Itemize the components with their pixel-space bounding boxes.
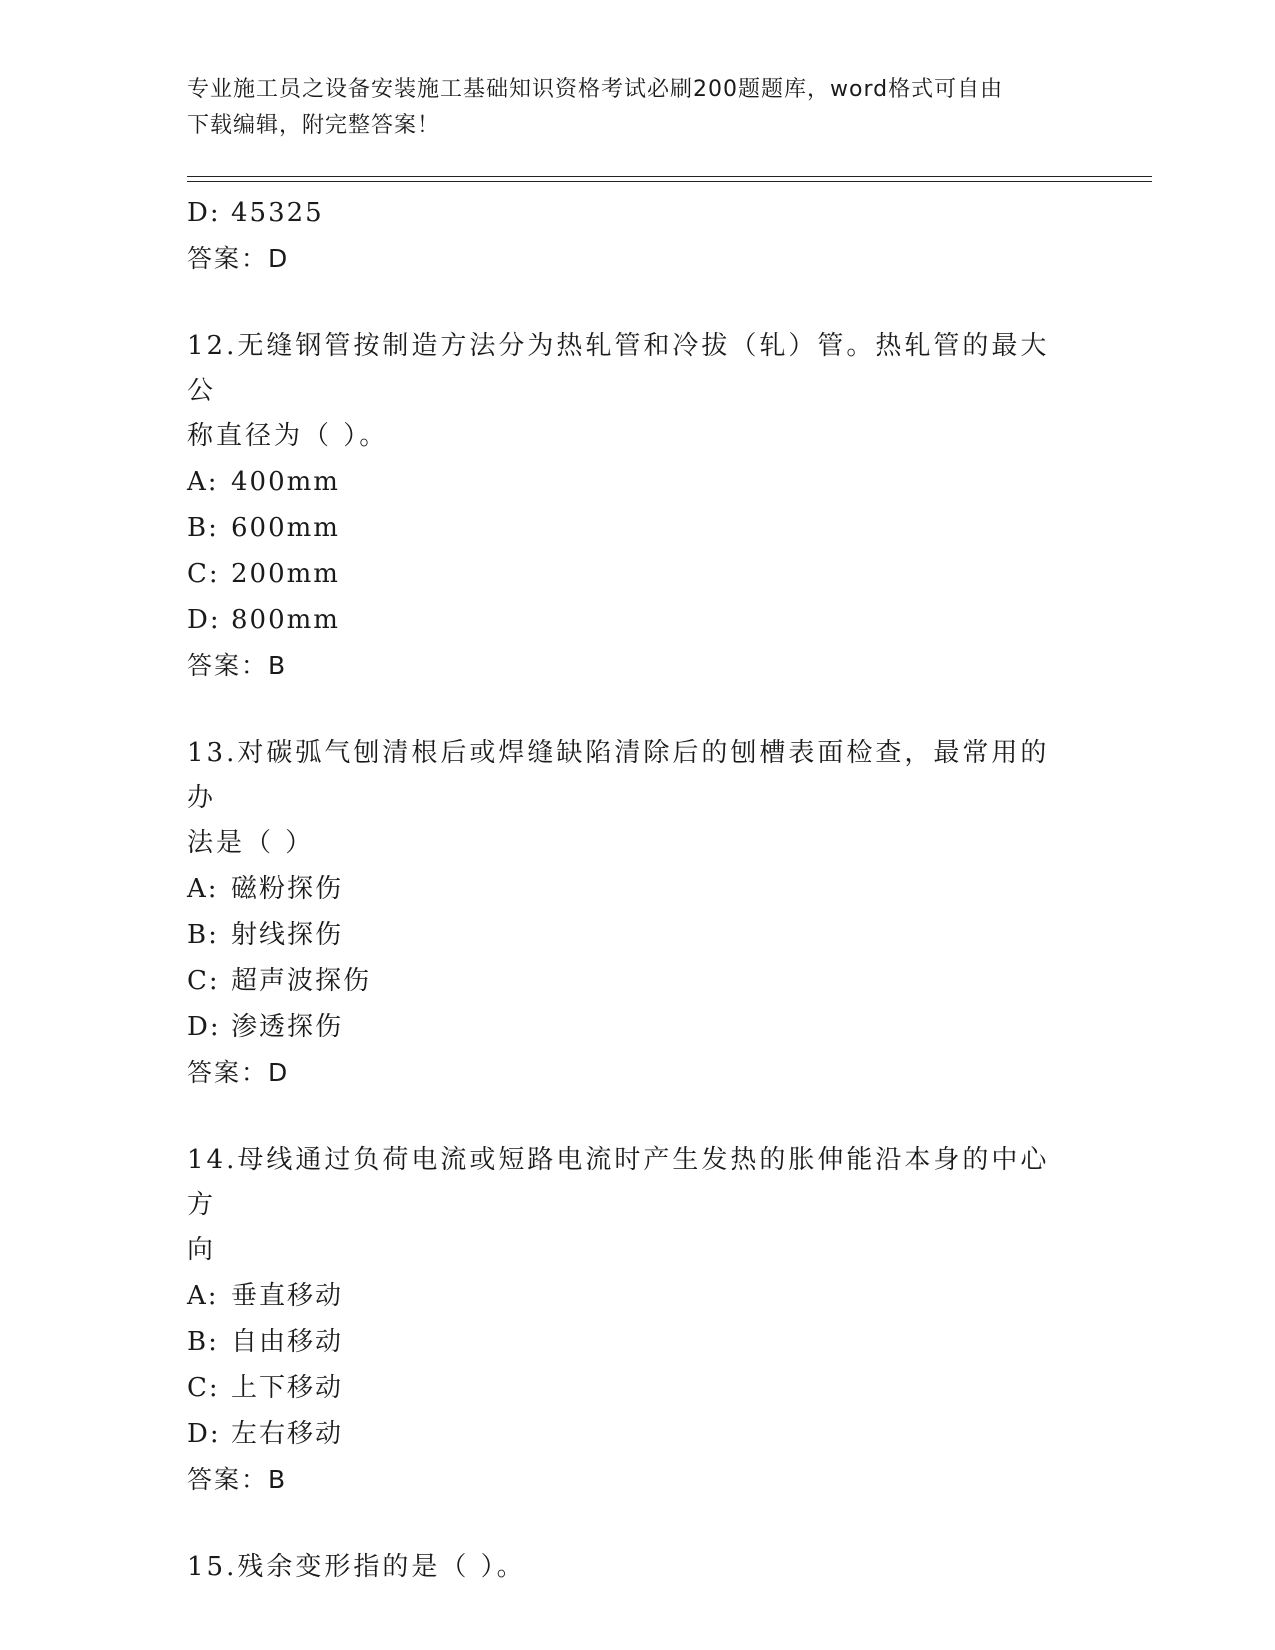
question-stem-line: 向 — [187, 1235, 217, 1265]
answer-line: 答案：D — [187, 1058, 290, 1087]
header-divider-top — [187, 176, 1152, 177]
option-b — [187, 912, 1087, 958]
option-label: A: — [187, 874, 219, 904]
option-d — [187, 597, 1087, 643]
option-label: C: — [187, 1373, 220, 1403]
option-text: 800mm — [231, 605, 340, 635]
option-text: 200mm — [231, 559, 340, 589]
option-c — [187, 958, 1087, 1004]
question-stem-line: 13.对碳弧气刨清根后或焊缝缺陷清除后的刨槽表面检查，最常用的办 — [187, 738, 1050, 813]
option-c — [187, 551, 1087, 597]
question-stem-line: 法是（ ） — [187, 828, 315, 858]
option-text: 600mm — [231, 513, 340, 543]
question-stem-line: 14.母线通过负荷电流或短路电流时产生发热的胀伸能沿本身的中心方 — [187, 1145, 1050, 1220]
option-d — [187, 1411, 1087, 1457]
option-label: D: — [187, 605, 221, 635]
option-b — [187, 1319, 1087, 1365]
option-text: 射线探伤 — [231, 920, 344, 950]
question-stem-line: 12.无缝钢管按制造方法分为热轧管和冷拔（轧）管。热轧管的最大公 — [187, 331, 1050, 406]
answer-line: 答案：D — [187, 244, 290, 273]
question-list — [187, 190, 1087, 1590]
option-text: 400mm — [231, 467, 340, 497]
option-label: B: — [187, 513, 219, 543]
option-label: A: — [187, 467, 219, 497]
option-a — [187, 459, 1087, 505]
document-header — [187, 72, 1087, 144]
answer-line: 答案：B — [187, 1465, 288, 1494]
option-label: C: — [187, 559, 220, 589]
option-text: 45325 — [231, 198, 324, 228]
option-label: C: — [187, 966, 220, 996]
option-d — [187, 1004, 1087, 1050]
option-text: 垂直移动 — [231, 1281, 344, 1311]
option-label: D: — [187, 198, 221, 228]
option-d — [187, 190, 1087, 236]
option-label: B: — [187, 920, 219, 950]
question-stem-line: 15.残余变形指的是（ ）。 — [187, 1552, 526, 1582]
option-text: 超声波探伤 — [231, 966, 372, 996]
option-a — [187, 866, 1087, 912]
option-text: 上下移动 — [231, 1373, 344, 1403]
header-line-2: 下载编辑，附完整答案！ — [187, 113, 441, 138]
answer-line: 答案：B — [187, 651, 288, 680]
header-divider-bottom — [187, 181, 1152, 182]
option-label: B: — [187, 1327, 219, 1357]
question-stem — [187, 731, 1077, 866]
question-stem-line: 称直径为（ ）。 — [187, 421, 389, 451]
header-line-1: 专业施工员之设备安装施工基础知识资格考试必刷200题题库，word格式可自由 — [187, 77, 1004, 102]
option-text: 自由移动 — [231, 1327, 344, 1357]
option-a — [187, 1273, 1087, 1319]
question-stem — [187, 324, 1077, 459]
question-stem — [187, 1545, 1077, 1590]
option-label: A: — [187, 1281, 219, 1311]
option-b — [187, 505, 1087, 551]
option-text: 左右移动 — [231, 1419, 344, 1449]
option-label: D: — [187, 1012, 221, 1042]
option-text: 磁粉探伤 — [231, 874, 344, 904]
option-c — [187, 1365, 1087, 1411]
question-stem — [187, 1138, 1077, 1273]
option-text: 渗透探伤 — [231, 1012, 344, 1042]
option-label: D: — [187, 1419, 221, 1449]
